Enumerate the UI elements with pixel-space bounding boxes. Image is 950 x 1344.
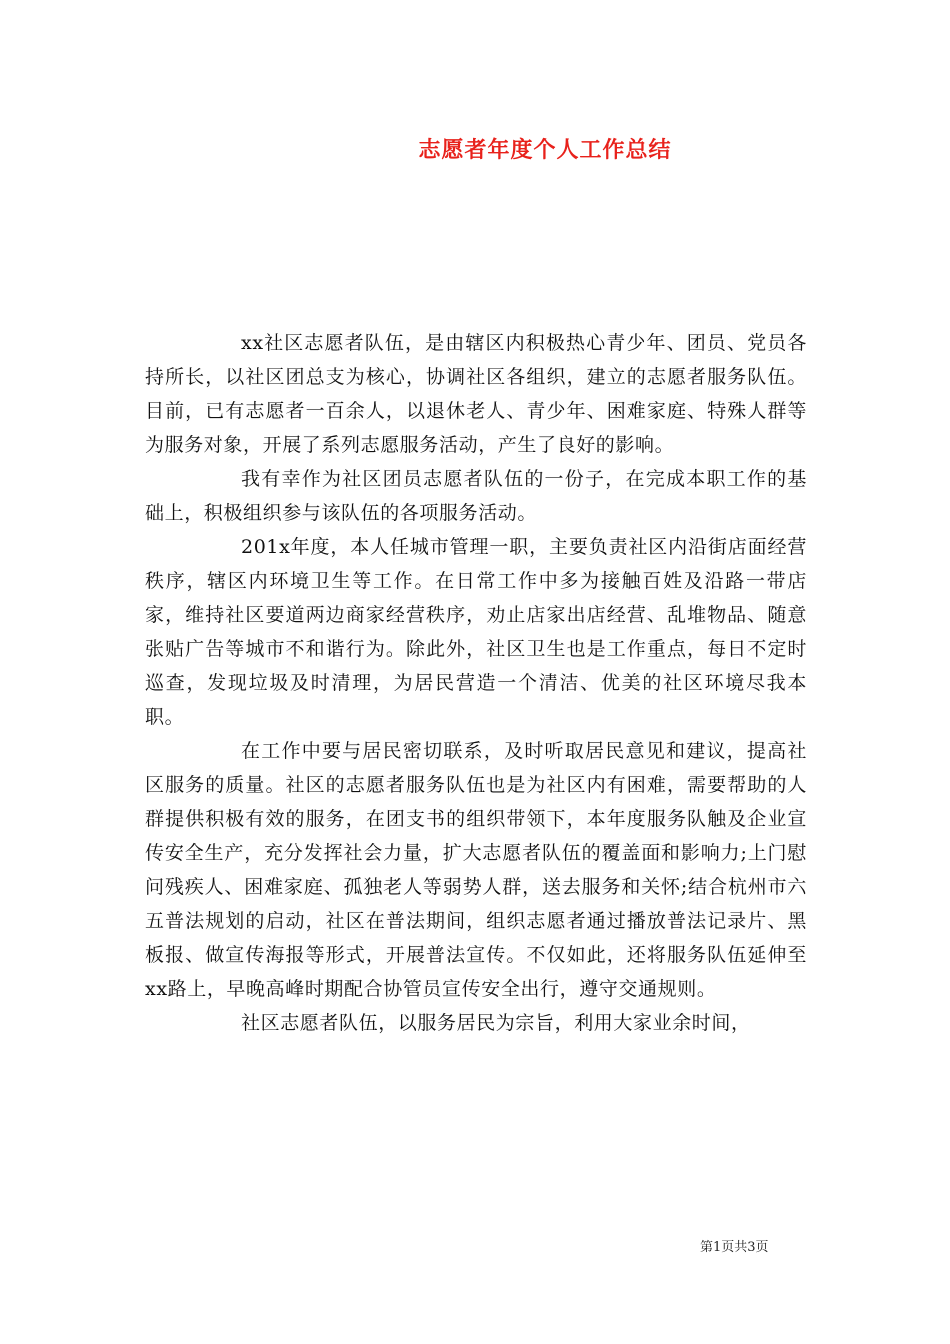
page-number: 第1页共3页 — [700, 1240, 769, 1255]
paragraph-3: 201x年度，本人任城市管理一职，主要负责社区内沿街店面经营秩序，辖区内环境卫生等工作。在日常工作中多为接触百姓及沿路一带店家，维持社区要道两边商家经营秩序，劝止店家出店经营、乱堆物品、随意张贴广告等城市不和谐行为。除此外，社区卫生也是工作重点，每日不定时巡查，发现垃圾及时清理，为居民营造一个清洁、优美的社区环境尽我本职。 — [145, 536, 807, 728]
paragraph-1: xx社区志愿者队伍，是由辖区内积极热心青少年、团员、党员各持所长，以社区团总支为核心，协调社区各组织，建立的志愿者服务队伍。目前，已有志愿者一百余人，以退休老人、青少年、困难家庭、特殊人群等为服务对象，开展了系列志愿服务活动，产生了良好的影响。 — [145, 332, 807, 456]
paragraph-2: 我有幸作为社区团员志愿者队伍的一份子，在完成本职工作的基础上，积极组织参与该队伍的各项服务活动。 — [145, 468, 807, 524]
paragraph-5: 社区志愿者队伍，以服务居民为宗旨，利用大家业余时间， — [241, 1012, 751, 1034]
paragraph-4: 在工作中要与居民密切联系，及时听取居民意见和建议，提高社区服务的质量。社区的志愿者服务队伍也是为社区内有困难，需要帮助的人群提供积极有效的服务，在团支书的组织带领下，本年度服务队触及企业宣传安全生产，充分发挥社会力量，扩大志愿者队伍的覆盖面和影响力;上门慰问残疾人、困难家庭、孤独老人等弱势人群，送去服务和关怀;结合杭州市六五普法规划的启动，社区在普法期间，组织志愿者通过播放普法记录片、黑板报、做宣传海报等形式，开展普法宣传。不仅如此，还将服务队伍延伸至xx路上，早晚高峰时期配合协管员宣传安全出行，遵守交通规则。 — [145, 740, 807, 1000]
document-title: 志愿者年度个人工作总结 — [418, 138, 672, 163]
document-body — [145, 326, 807, 1040]
